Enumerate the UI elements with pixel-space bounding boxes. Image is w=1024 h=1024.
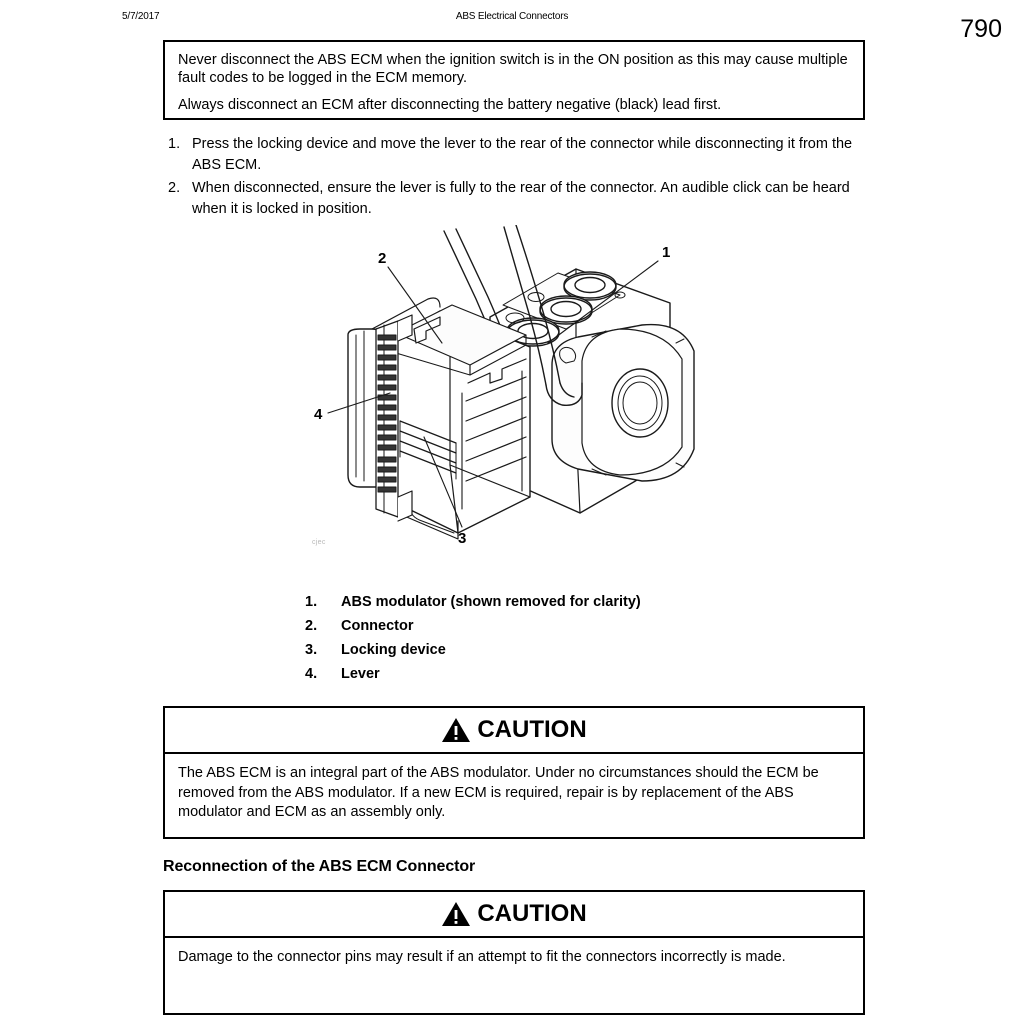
connector-body xyxy=(392,305,530,539)
warning-triangle-icon xyxy=(441,901,471,927)
illustration-svg xyxy=(290,225,730,565)
page-number: 790 xyxy=(960,15,1002,43)
procedure-steps xyxy=(168,134,868,222)
caution-heading: CAUTION xyxy=(477,716,587,743)
legend-number: 1. xyxy=(305,594,318,610)
callout-4: 4 xyxy=(314,406,323,423)
legend-item xyxy=(305,590,725,614)
caution-header xyxy=(165,892,863,938)
warning-box xyxy=(163,40,865,120)
section-heading: Reconnection of the ABS ECM Connector xyxy=(163,858,476,875)
warning-triangle-icon xyxy=(441,717,471,743)
caution-heading: CAUTION xyxy=(477,900,587,927)
legend-number: 2. xyxy=(305,618,318,634)
warning-paragraph-2: Always disconnect an ECM after disconnecting the battery negative (black) lead first. xyxy=(178,97,722,113)
legend-number: 4. xyxy=(305,666,318,682)
figure-watermark: cjec xyxy=(312,539,326,546)
legend-label: Locking device xyxy=(341,642,446,658)
callout-1: 1 xyxy=(662,244,671,261)
callout-3: 3 xyxy=(458,530,467,547)
caution-header xyxy=(165,708,863,754)
abs-modulator-illustration xyxy=(290,225,730,565)
warning-paragraph-1: Never disconnect the ABS ECM when the ignition switch is in the ON position as this may cause multiple fault codes to be logged in the ECM memory. xyxy=(178,52,848,86)
figure-legend xyxy=(305,590,725,686)
step-text: Press the locking device and move the lever to the rear of the connector while disconnecting it from the ABS ECM. xyxy=(192,136,853,173)
legend-number: 3. xyxy=(305,642,318,658)
step-item xyxy=(168,134,868,175)
step-text: When disconnected, ensure the lever is fully to the rear of the connector. An audible click can be heard when it is locked in position. xyxy=(192,180,850,217)
legend-item xyxy=(305,638,725,662)
header-date: 5/7/2017 xyxy=(122,11,160,22)
step-number: 2. xyxy=(168,180,181,196)
step-item xyxy=(168,178,868,219)
legend-item xyxy=(305,614,725,638)
callout-2: 2 xyxy=(378,250,387,267)
pump-motor xyxy=(552,325,694,481)
step-number: 1. xyxy=(168,136,181,152)
caution-block-2 xyxy=(163,890,865,1015)
caution-body: Damage to the connector pins may result if an attempt to fit the connectors incorrectly is made. xyxy=(178,949,786,965)
legend-label: ABS modulator (shown removed for clarity) xyxy=(341,594,641,610)
legend-item xyxy=(305,662,725,686)
caution-body: The ABS ECM is an integral part of the ABS modulator. Under no circumstances should the ECM be removed from the ABS modulator. If a new ECM is required, repair is by replacement of the ABS modulator and ECM as an assembly only. xyxy=(178,765,819,820)
caution-block-1 xyxy=(163,706,865,839)
legend-label: Lever xyxy=(341,666,380,682)
legend-label: Connector xyxy=(341,618,414,634)
header-title: ABS Electrical Connectors xyxy=(455,11,569,22)
